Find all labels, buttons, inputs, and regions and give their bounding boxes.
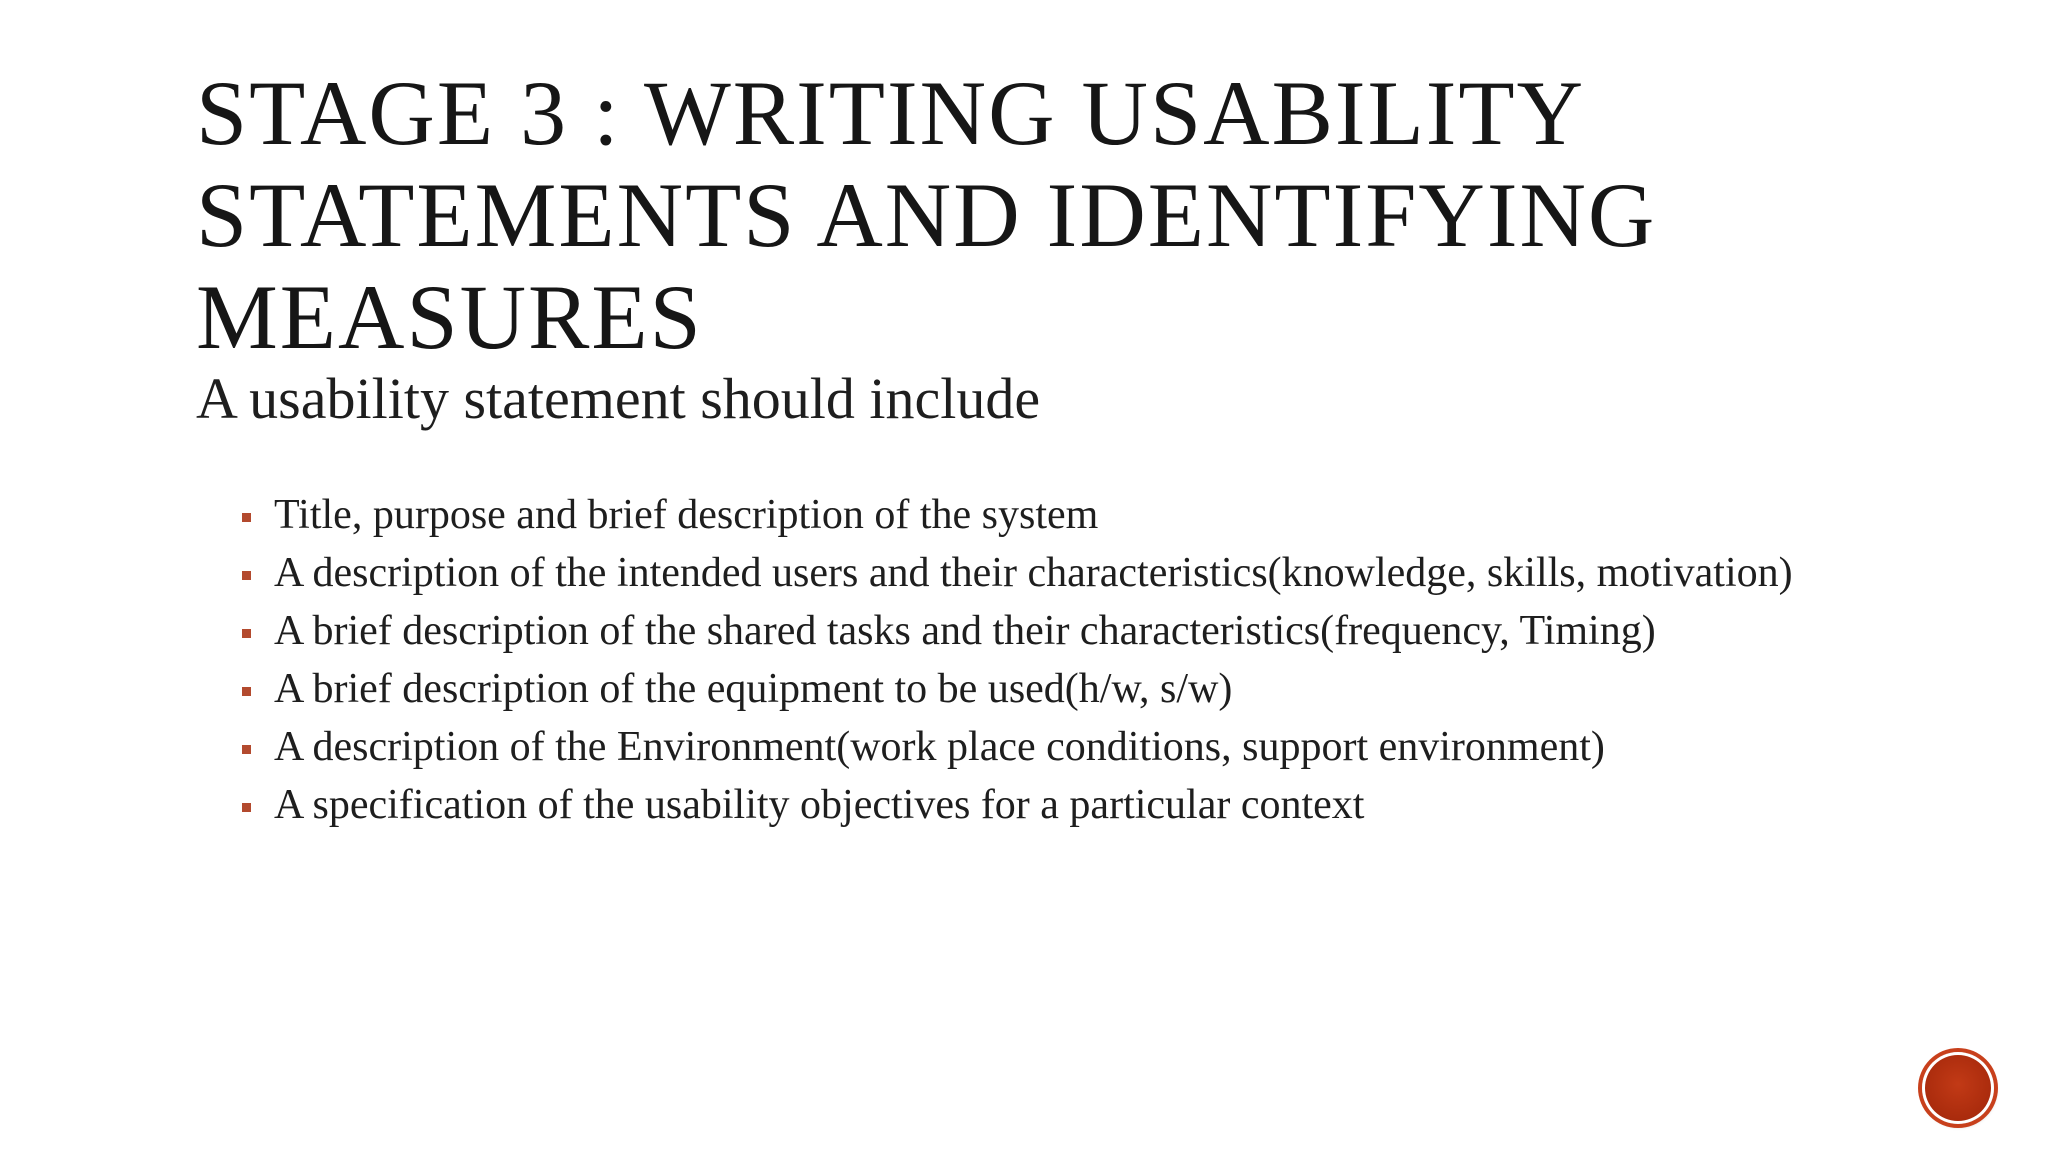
square-bullet-icon xyxy=(242,571,251,580)
slide-subtitle: A usability statement should include xyxy=(196,366,1041,431)
square-bullet-icon xyxy=(242,513,251,522)
circle-nav-button-icon[interactable] xyxy=(1922,1052,1994,1124)
slide-title: STAGE 3 : WRITING USABILITY STATEMENTS AND IDENTIFYING MEASURES xyxy=(196,62,1657,368)
bullet-item xyxy=(242,666,1860,712)
bullet-item xyxy=(242,782,1860,828)
square-bullet-icon xyxy=(242,629,251,638)
bullet-item xyxy=(242,492,1860,538)
bullet-item xyxy=(242,550,1860,596)
bullet-text: A description of the Environment(work place conditions, support environment) xyxy=(274,724,1605,770)
bullet-item xyxy=(242,608,1860,654)
bullet-text: A brief description of the shared tasks and their characteristics(frequency, Timing) xyxy=(274,608,1656,654)
bullet-list xyxy=(242,492,1860,840)
bullet-text: Title, purpose and brief description of the system xyxy=(274,492,1099,538)
bullet-text: A brief description of the equipment to be used(h/w, s/w) xyxy=(274,666,1233,712)
bullet-item xyxy=(242,724,1860,770)
bullet-text: A specification of the usability objectives for a particular context xyxy=(274,782,1365,828)
square-bullet-icon xyxy=(242,687,251,696)
bullet-text: A description of the intended users and their characteristics(knowledge, skills, motivation) xyxy=(274,550,1793,596)
square-bullet-icon xyxy=(242,803,251,812)
square-bullet-icon xyxy=(242,745,251,754)
